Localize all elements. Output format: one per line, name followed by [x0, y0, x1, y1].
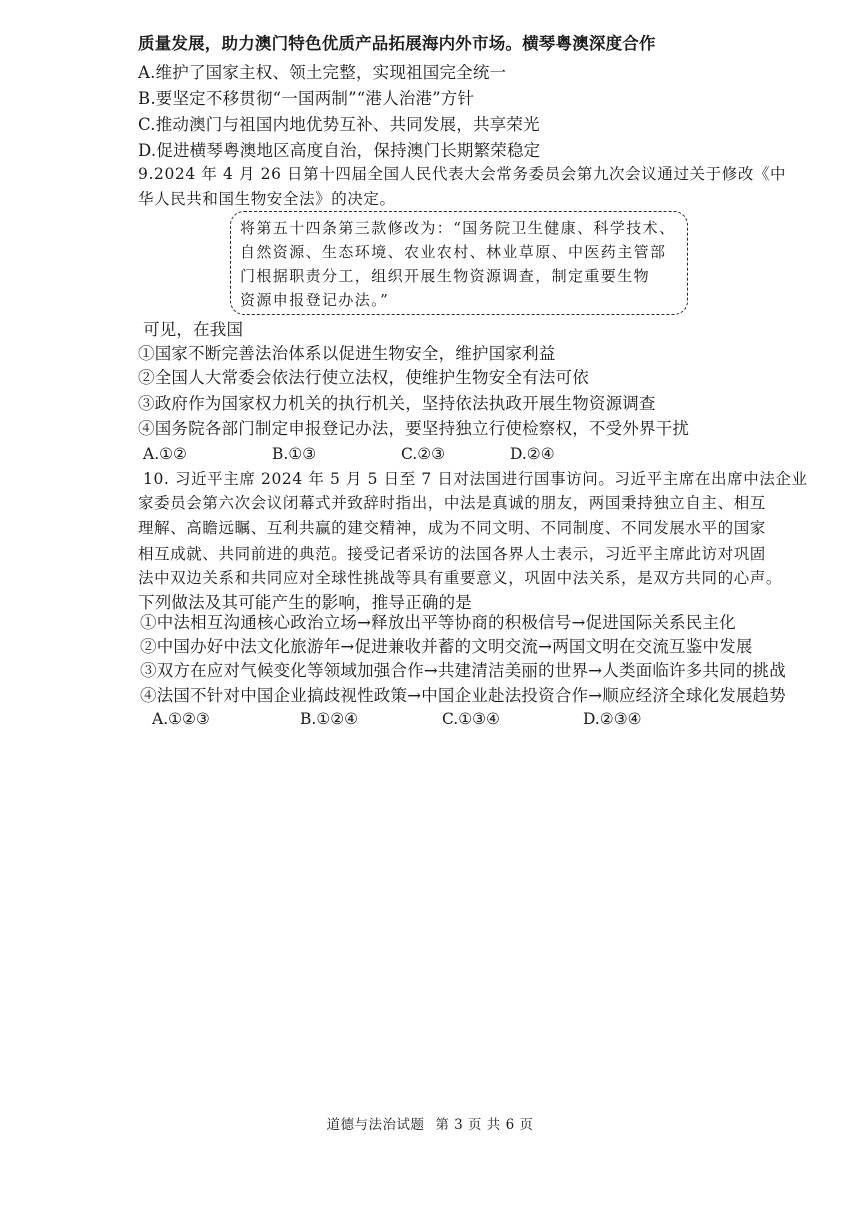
- q10-stem-line-1: 10. 习近平主席 2024 年 5 月 5 日至 7 日对法国进行国事访问。习近平主席在出席中法企业: [143, 470, 808, 488]
- q9-lead: 可见，在我国: [143, 320, 244, 339]
- q10-statement-2: ②中国办好中法文化旅游年→促进兼收并蓄的文明交流→两国文明在交流互鉴中发展: [140, 637, 753, 656]
- q9-statement-1: ①国家不断完善法治体系以促进生物安全，维护国家利益: [138, 344, 556, 363]
- q8-option-b: B.要坚定不移贯彻“一国两制”“港人治港”方针: [138, 89, 475, 108]
- q8-stem-tail: 质量发展，助力澳门特色优质产品拓展海内外市场。横琴粤澳深度合作: [138, 34, 656, 53]
- q9-stem-line-1: 9.2024 年 4 月 26 日第十四届全国人民代表大会常务委员会第九次会议通过关于修改《中: [138, 165, 787, 183]
- q9-option-c: C.②③: [401, 445, 446, 463]
- q10-option-a: A.①②③: [152, 710, 210, 728]
- q10-stem-line-6: 下列做法及其可能产生的影响，推导正确的是: [138, 593, 472, 612]
- q10-stem-line-5: 法中双边关系和共同应对全球性挑战等具有重要意义，巩固中法关系，是双方共同的心声。: [138, 569, 783, 587]
- q9-statement-3: ③政府作为国家权力机关的执行机关，坚持依法执政开展生物资源调查: [138, 394, 656, 413]
- q9-quote-line-1: 将第五十四条第三款修改为：“国务院卫生健康、科学技术、: [240, 219, 676, 237]
- q9-option-b: B.①③: [272, 445, 317, 463]
- q10-statement-3: ③双方在应对气候变化等领域加强合作→共建清洁美丽的世界→人类面临许多共同的挑战: [140, 661, 786, 680]
- footer-page-number: 第 3 页 共 6 页: [435, 1117, 534, 1133]
- q8-option-c: C.推动澳门与祖国内地优势互补、共同发展，共享荣光: [138, 115, 540, 134]
- q10-statement-1: ①中法相互沟通核心政治立场→释放出平等协商的积极信号→促进国际关系民主化: [140, 613, 736, 632]
- q10-option-b: B.①②④: [300, 710, 359, 728]
- q9-quote-line-4: 资源申报登记办法。”: [240, 291, 390, 309]
- page-footer: [0, 1116, 860, 1134]
- q9-stem-line-2: 华人民共和国生物安全法》的决定。: [138, 190, 396, 208]
- q10-option-c: C.①③④: [442, 710, 500, 728]
- q9-quote-line-2: 自然资源、生态环境、农业农村、林业草原、中医药主管部: [240, 243, 667, 261]
- q10-stem-line-3: 理解、高瞻远瞩、互利共赢的建交精神，成为不同文明、不同制度、不同发展水平的国家: [138, 519, 766, 537]
- q8-option-d: D.促进横琴粤澳地区高度自治，保持澳门长期繁荣稳定: [138, 141, 541, 160]
- q9-statement-2: ②全国人大常委会依法行使立法权，使维护生物安全有法可依: [138, 368, 589, 387]
- q10-stem-line-2: 家委员会第六次会议闭幕式并致辞时指出，中法是真诚的朋友，两国秉持独立自主、相互: [138, 494, 766, 512]
- q10-statement-4: ④法国不针对中国企业搞歧视性政策→中国企业赴法投资合作→顺应经济全球化发展趋势: [140, 686, 786, 705]
- q9-option-a: A.①②: [143, 445, 187, 463]
- q9-quote-line-3: 门根据职责分工，组织开展生物资源调查，制定重要生物: [240, 267, 651, 285]
- q9-option-d: D.②④: [510, 445, 555, 463]
- q8-option-a: A.维护了国家主权、领土完整，实现祖国完全统一: [138, 63, 507, 82]
- q10-option-d: D.②③④: [583, 710, 642, 728]
- q9-statement-4: ④国务院各部门制定申报登记办法，要坚持独立行使检察权，不受外界干扰: [138, 419, 690, 438]
- footer-subject: 道德与法治试题: [326, 1117, 425, 1133]
- q10-stem-line-4: 相互成就、共同前进的典范。接受记者采访的法国各界人士表示，习近平主席此访对巩固: [138, 545, 766, 563]
